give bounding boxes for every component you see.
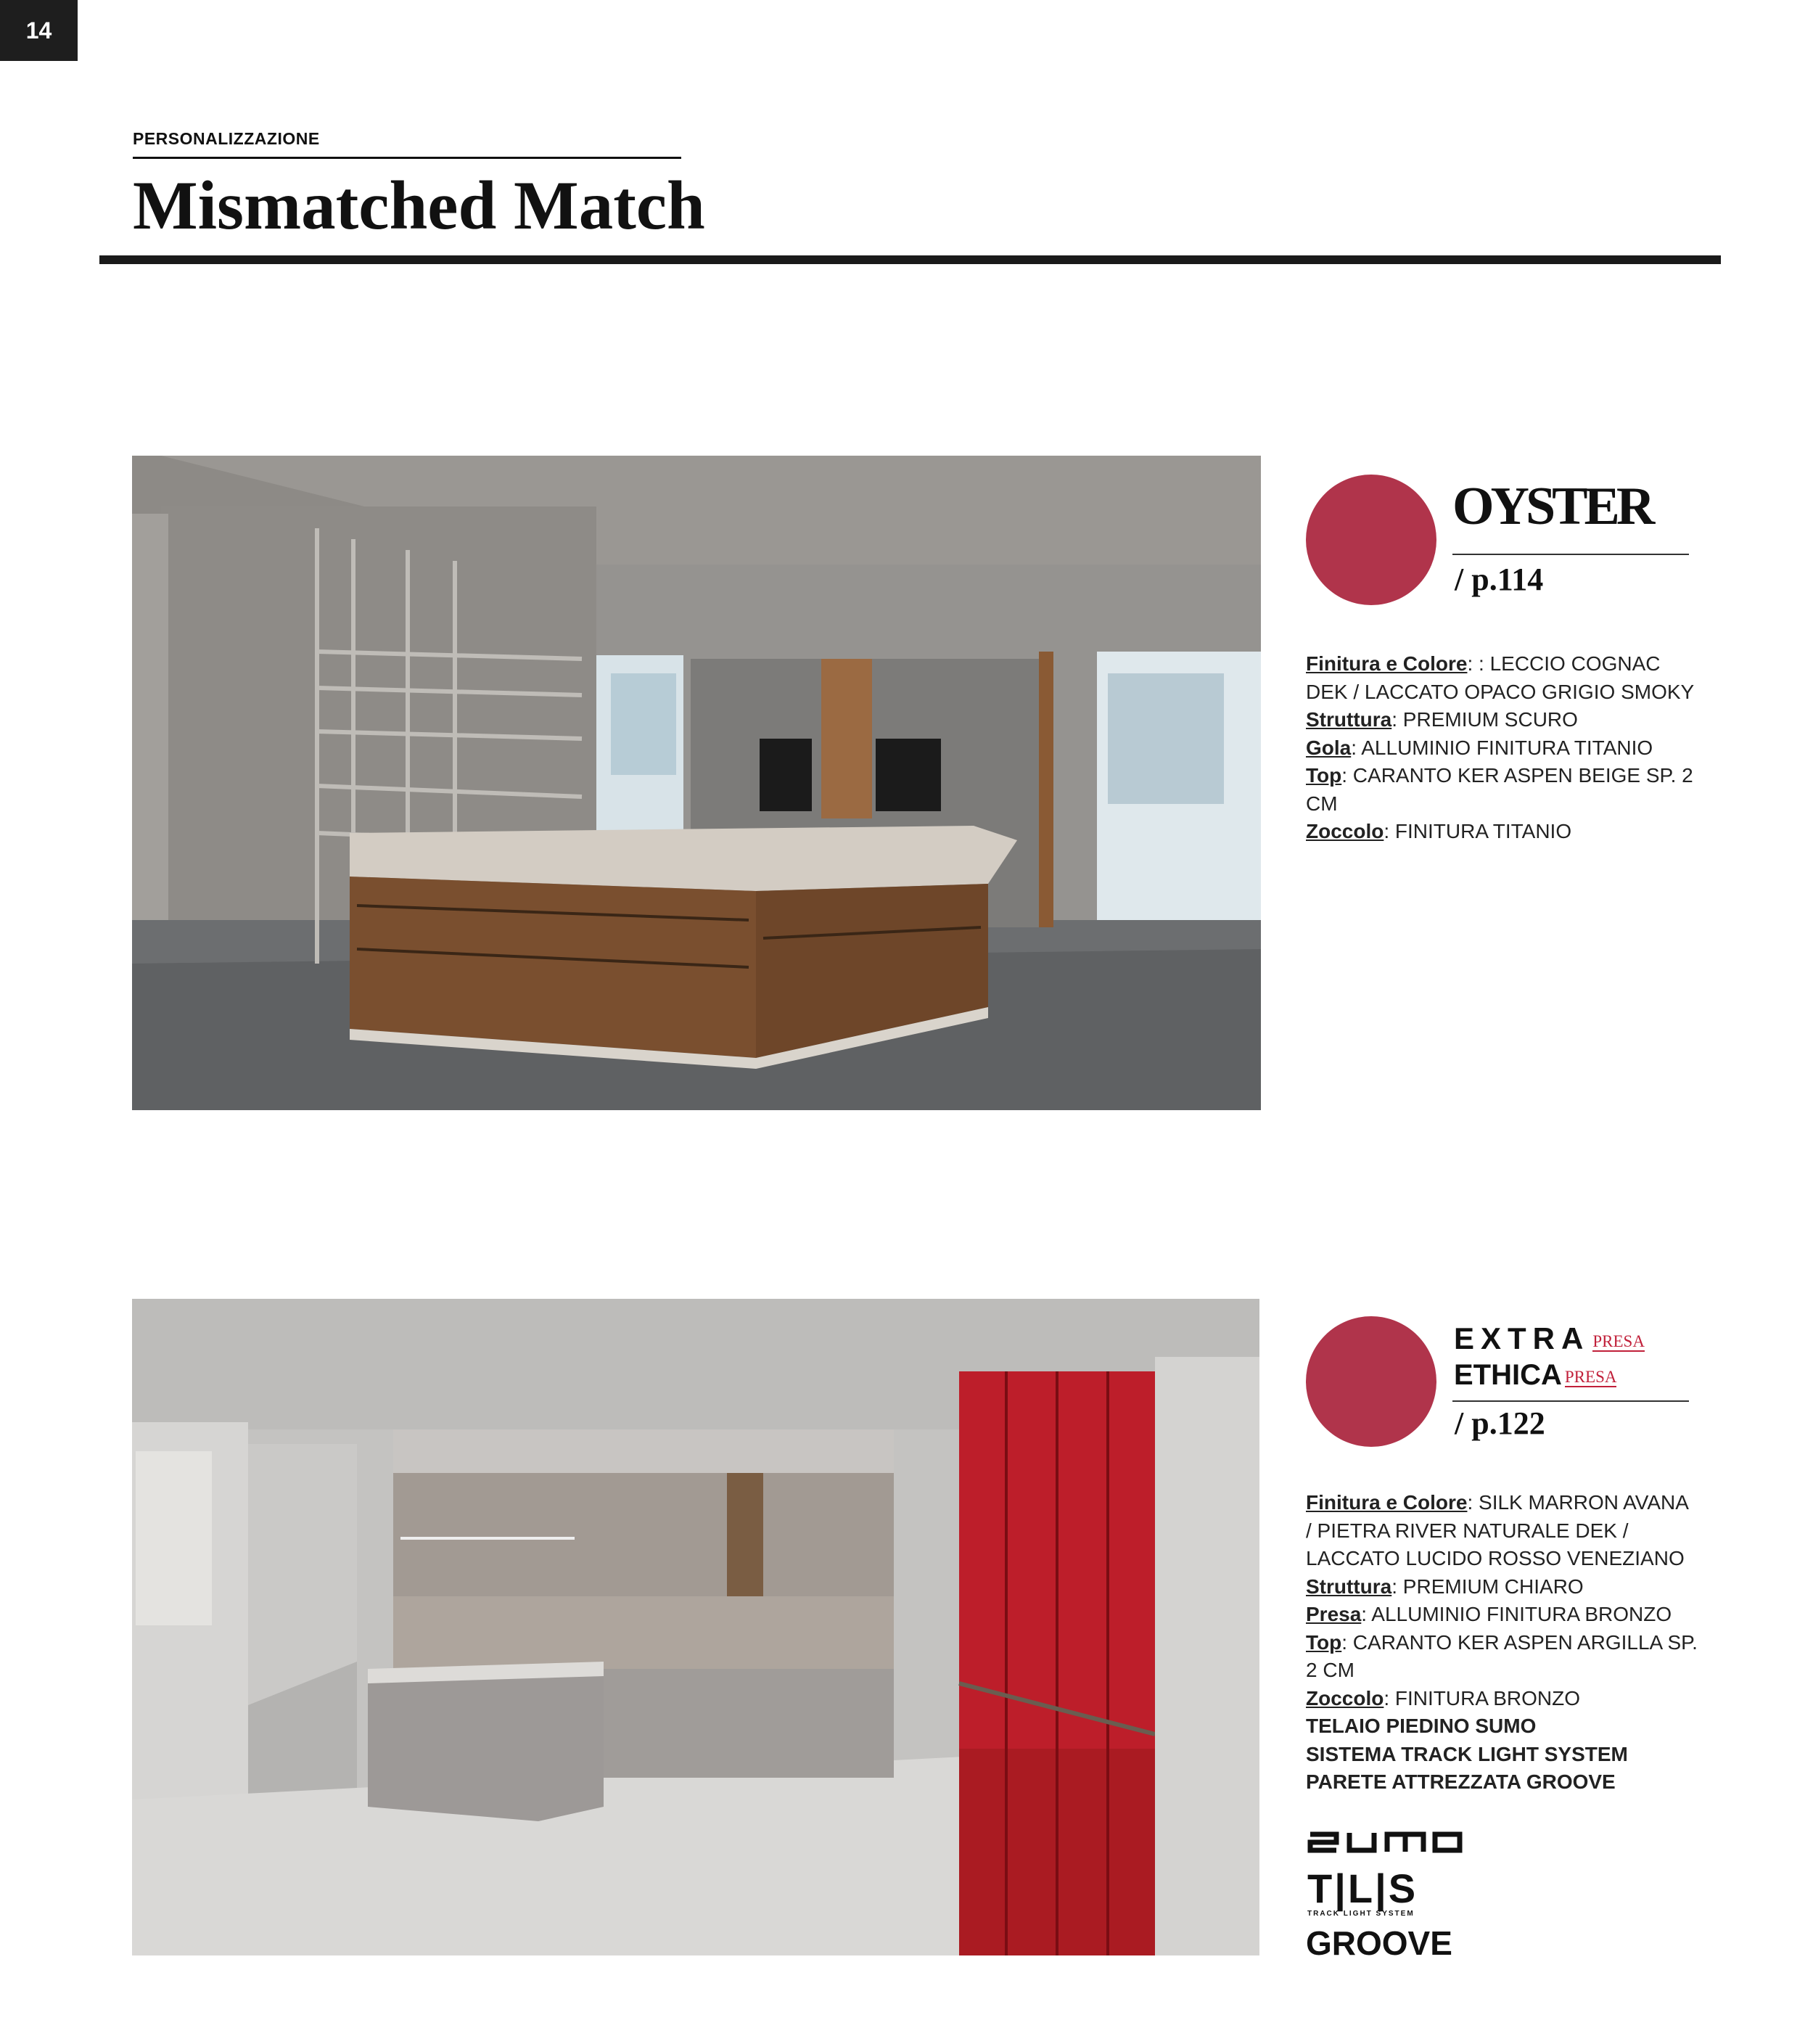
spec-finish: Finitura e Colore: : LECCIO COGNAC DEK / LACCATO OPACO GRIGIO SMOKY	[1306, 652, 1695, 703]
tls-logo-letters: T|L|S	[1307, 1866, 1418, 1911]
feature-tls: SISTEMA TRACK LIGHT SYSTEM	[1306, 1742, 1628, 1765]
spec-structure: Struttura: PREMIUM CHIARO	[1306, 1575, 1584, 1598]
ethica-logo: ETHICA PRESA	[1454, 1359, 1617, 1391]
spec-list	[1306, 650, 1698, 846]
tls-logo-subtitle: TRACK LIGHT SYSTEM	[1307, 1910, 1415, 1918]
spec-structure: Struttura: PREMIUM SCURO	[1306, 708, 1578, 731]
oyster-logo: OYSTER	[1452, 477, 1652, 536]
accent-circle	[1306, 475, 1436, 605]
presa-tag: PRESA	[1592, 1332, 1645, 1350]
sumo-logo	[1307, 1830, 1463, 1855]
extra-logo: EXTRA PRESA	[1454, 1321, 1645, 1355]
section-divider	[133, 157, 681, 159]
presa-tag: PRESA	[1564, 1368, 1617, 1386]
logo-underline	[1452, 1400, 1689, 1402]
page-reference: / p.122	[1455, 1405, 1545, 1441]
spec-finish: Finitura e Colore: SILK MARRON AVANA / PIETRA RIVER NATURALE DEK / LACCATO LUCIDO ROSSO VENEZIANO	[1306, 1491, 1688, 1569]
page-number: 14	[0, 0, 78, 61]
page-reference: / p.114	[1455, 562, 1544, 597]
page-title: Mismatched Match	[133, 167, 705, 244]
spec-gola: Gola: ALLUMINIO FINITURA TITANIO	[1306, 736, 1653, 759]
spec-handle: Presa: ALLUMINIO FINITURA BRONZO	[1306, 1603, 1672, 1625]
spec-plinth: Zoccolo: FINITURA BRONZO	[1306, 1686, 1581, 1710]
section-label: PERSONALIZZAZIONE	[133, 129, 320, 148]
accent-circle	[1306, 1316, 1436, 1447]
feature-groove: PARETE ATTREZZATA GROOVE	[1306, 1770, 1616, 1793]
logo-underline	[1452, 554, 1689, 555]
kitchen-photo-extra-ethica	[132, 1299, 1259, 1955]
kitchen-photo-oyster	[132, 456, 1261, 1110]
title-divider	[99, 255, 1721, 264]
spec-top: Top: CARANTO KER ASPEN BEIGE SP. 2 CM	[1306, 764, 1693, 815]
groove-logo: GROOVE	[1306, 1924, 1452, 1962]
feature-sumo: TELAIO PIEDINO SUMO	[1306, 1715, 1537, 1737]
spec-plinth: Zoccolo: FINITURA TITANIO	[1306, 820, 1572, 842]
tls-logo	[1307, 1868, 1431, 1920]
spec-top: Top: CARANTO KER ASPEN ARGILLA SP. 2 CM	[1306, 1630, 1698, 1681]
spec-list	[1306, 1489, 1698, 1797]
